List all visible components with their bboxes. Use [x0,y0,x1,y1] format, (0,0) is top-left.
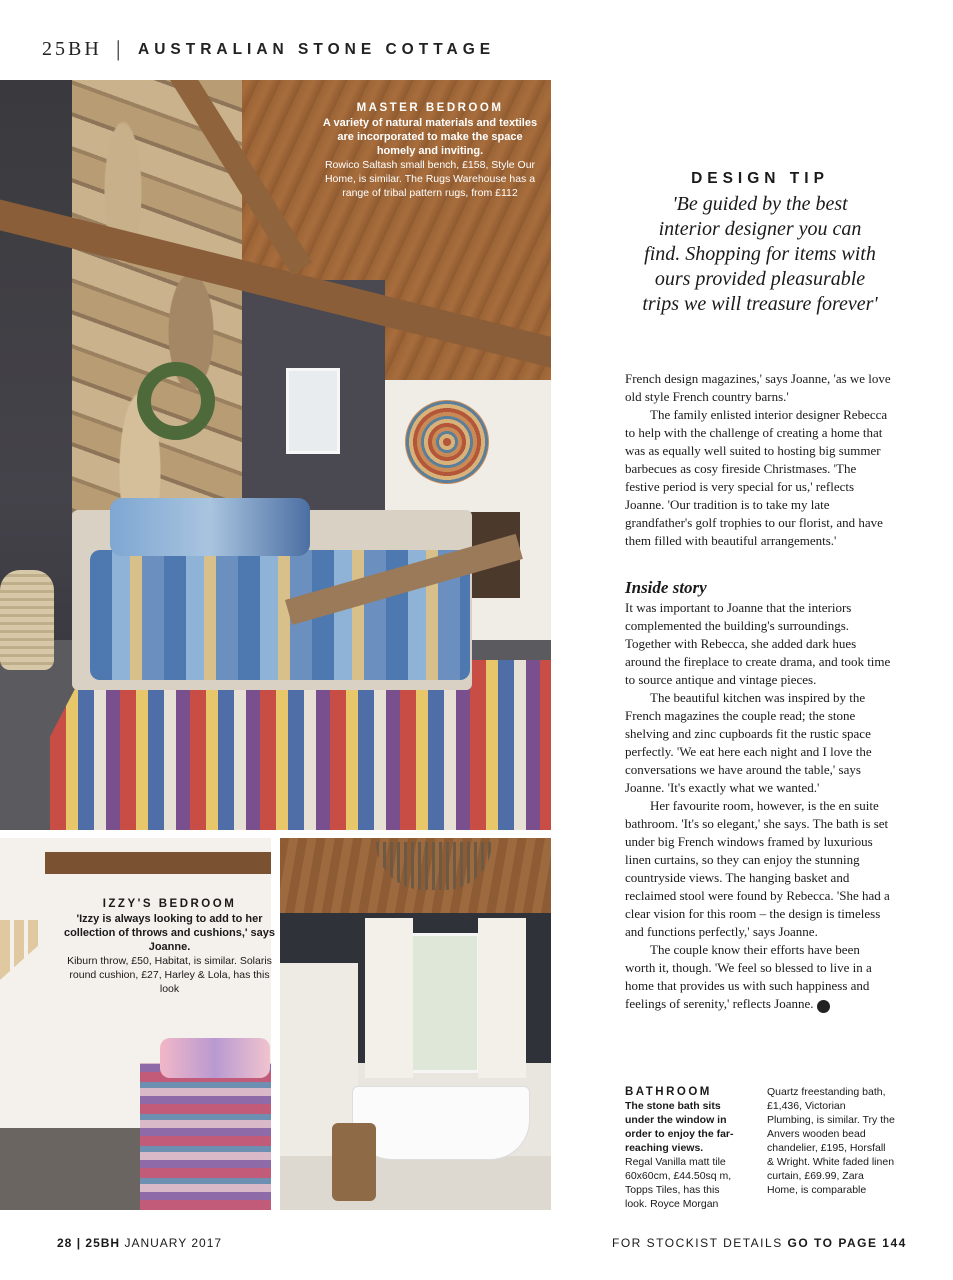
caption-lead: The stone bath sits under the window in order to enjoy the far-reaching views. [625,1100,734,1154]
design-tip-quote [600,192,920,317]
caption-text: Regal Vanilla matt tile 60x60cm, £44.50sq m, Topps Tiles, has this look. Royce Morgan [625,1156,732,1210]
bedroom-window [286,368,340,454]
issue-date: JANUARY 2017 [124,1236,223,1250]
quote-line: 'Be guided by the best [672,193,848,215]
body-paragraph-final [625,941,893,1013]
cushions [160,1038,270,1078]
folio [57,1236,222,1250]
tiled-floor [280,1156,551,1210]
header-separator: | [116,36,121,61]
section-title: AUSTRALIAN STONE COTTAGE [138,41,496,58]
end-mark-icon: 25 [817,1000,830,1013]
master-bedroom-caption [320,102,540,200]
reclaimed-stool [332,1123,376,1201]
caption-lead: A variety of natural materials and textiles are incorporated to make the space homely and inviting. [322,117,538,157]
stockist-page-link[interactable]: GO TO PAGE 144 [787,1236,907,1250]
pillows [110,498,310,556]
body-paragraph: French design magazines,' says Joanne, 'as we love old style French country barns.' [625,371,891,404]
caption-text: Kiburn throw, £50, Habitat, is similar. Solaris round cushion, £27, Harley & Lola, has this look [67,955,272,995]
quote-line: find. Shopping for items with [644,243,876,265]
body-paragraph: The beautiful kitchen was inspired by the French magazines the couple read; the stone shelving and zinc cupboards fit the rustic space perfectly. 'We eat here each night and I love the conversations we have around the table,' says Joanne. 'It's exactly what we wanted.' [625,690,872,795]
carpet-floor [0,1128,150,1210]
bunting [0,920,40,980]
body-text: The couple know their efforts have been worth it, though. 'We feel so blessed to live in a home that provides us with such happiness and feelings of serenity,' reflects Joanne. [625,942,872,1011]
subheading: Inside story [625,578,707,597]
bathroom-caption [625,1085,743,1211]
stockist-prefix: FOR STOCKIST DETAILS [612,1236,783,1250]
izzys-bedroom-caption [62,898,277,996]
page-number: 28 [57,1236,73,1250]
woven-wall-hanging [405,400,489,484]
caption-heading: IZZY'S BEDROOM [102,898,237,910]
izzys-bedroom-photo [0,838,271,1210]
magazine-brand: 25BH [42,38,102,60]
freestanding-bath [352,1086,530,1160]
striped-throw [140,1063,271,1210]
woven-basket [0,570,54,670]
linen-curtain [478,918,526,1078]
caption-lead: 'Izzy is always looking to add to her collection of throws and cushions,' says Joanne. [63,913,276,953]
design-tip-heading: DESIGN TIP [691,170,829,187]
linen-curtain [365,918,413,1078]
article-body-bottom [625,599,893,1013]
stockist-note [612,1236,907,1250]
body-paragraph: It was important to Joanne that the interiors complemented the building's surroundings. Together with Rebecca, she added dark hues around the fireplace to create drama, and took time to source antique and vintage pieces. [625,600,891,687]
folio-separator: | [76,1236,82,1250]
caption-text: Rowico Saltash small bench, £158, Style Our Home, is similar. The Rugs Warehouse has a range of tribal pattern rugs, from £112 [324,159,536,199]
quote-line: trips we will treasure forever' [642,293,878,315]
quote-line: ours provided pleasurable [654,268,866,290]
body-paragraph: The family enlisted interior designer Rebecca to help with the challenge of creating a home that was as equally well suited to hosting big summer barbecues as cosy fireside Christmases. 'The festive period is very special for us,' reflects Joanne. 'Our tradition is to take my late grandfather's golf trophies to our florist, and have them filled with beautiful arrangements.' [625,407,888,548]
folio-brand: 25BH [85,1236,121,1250]
body-paragraph: Her favourite room, however, is the en suite bathroom. 'It's so elegant,' she says. The bath is set under big French windows framed by luxurious linen curtains, so they can enjoy the stunning countryside views. The hanging basket and reclaimed stool were found by Rebecca. 'She had a clear vision for this room – the design is timeless and functions perfectly,' says Joanne. [625,798,890,939]
caption-heading: BATHROOM [625,1086,712,1098]
bathroom-caption-continued: Quartz freestanding bath, £1,436, Victorian Plumbing, is similar. Try the Anvers wooden bead chandelier, £195, Horsfall & Wright. White faded linen curtain, £69.99, Zara Home, is comparable [767,1086,895,1196]
quote-line: interior designer you can [658,218,862,240]
article-body-top [625,370,893,550]
french-window [410,933,480,1073]
bathroom-photo [280,838,551,1210]
wreath [137,362,215,440]
ceiling-beam [45,852,271,874]
caption-heading: MASTER BEDROOM [356,102,504,114]
